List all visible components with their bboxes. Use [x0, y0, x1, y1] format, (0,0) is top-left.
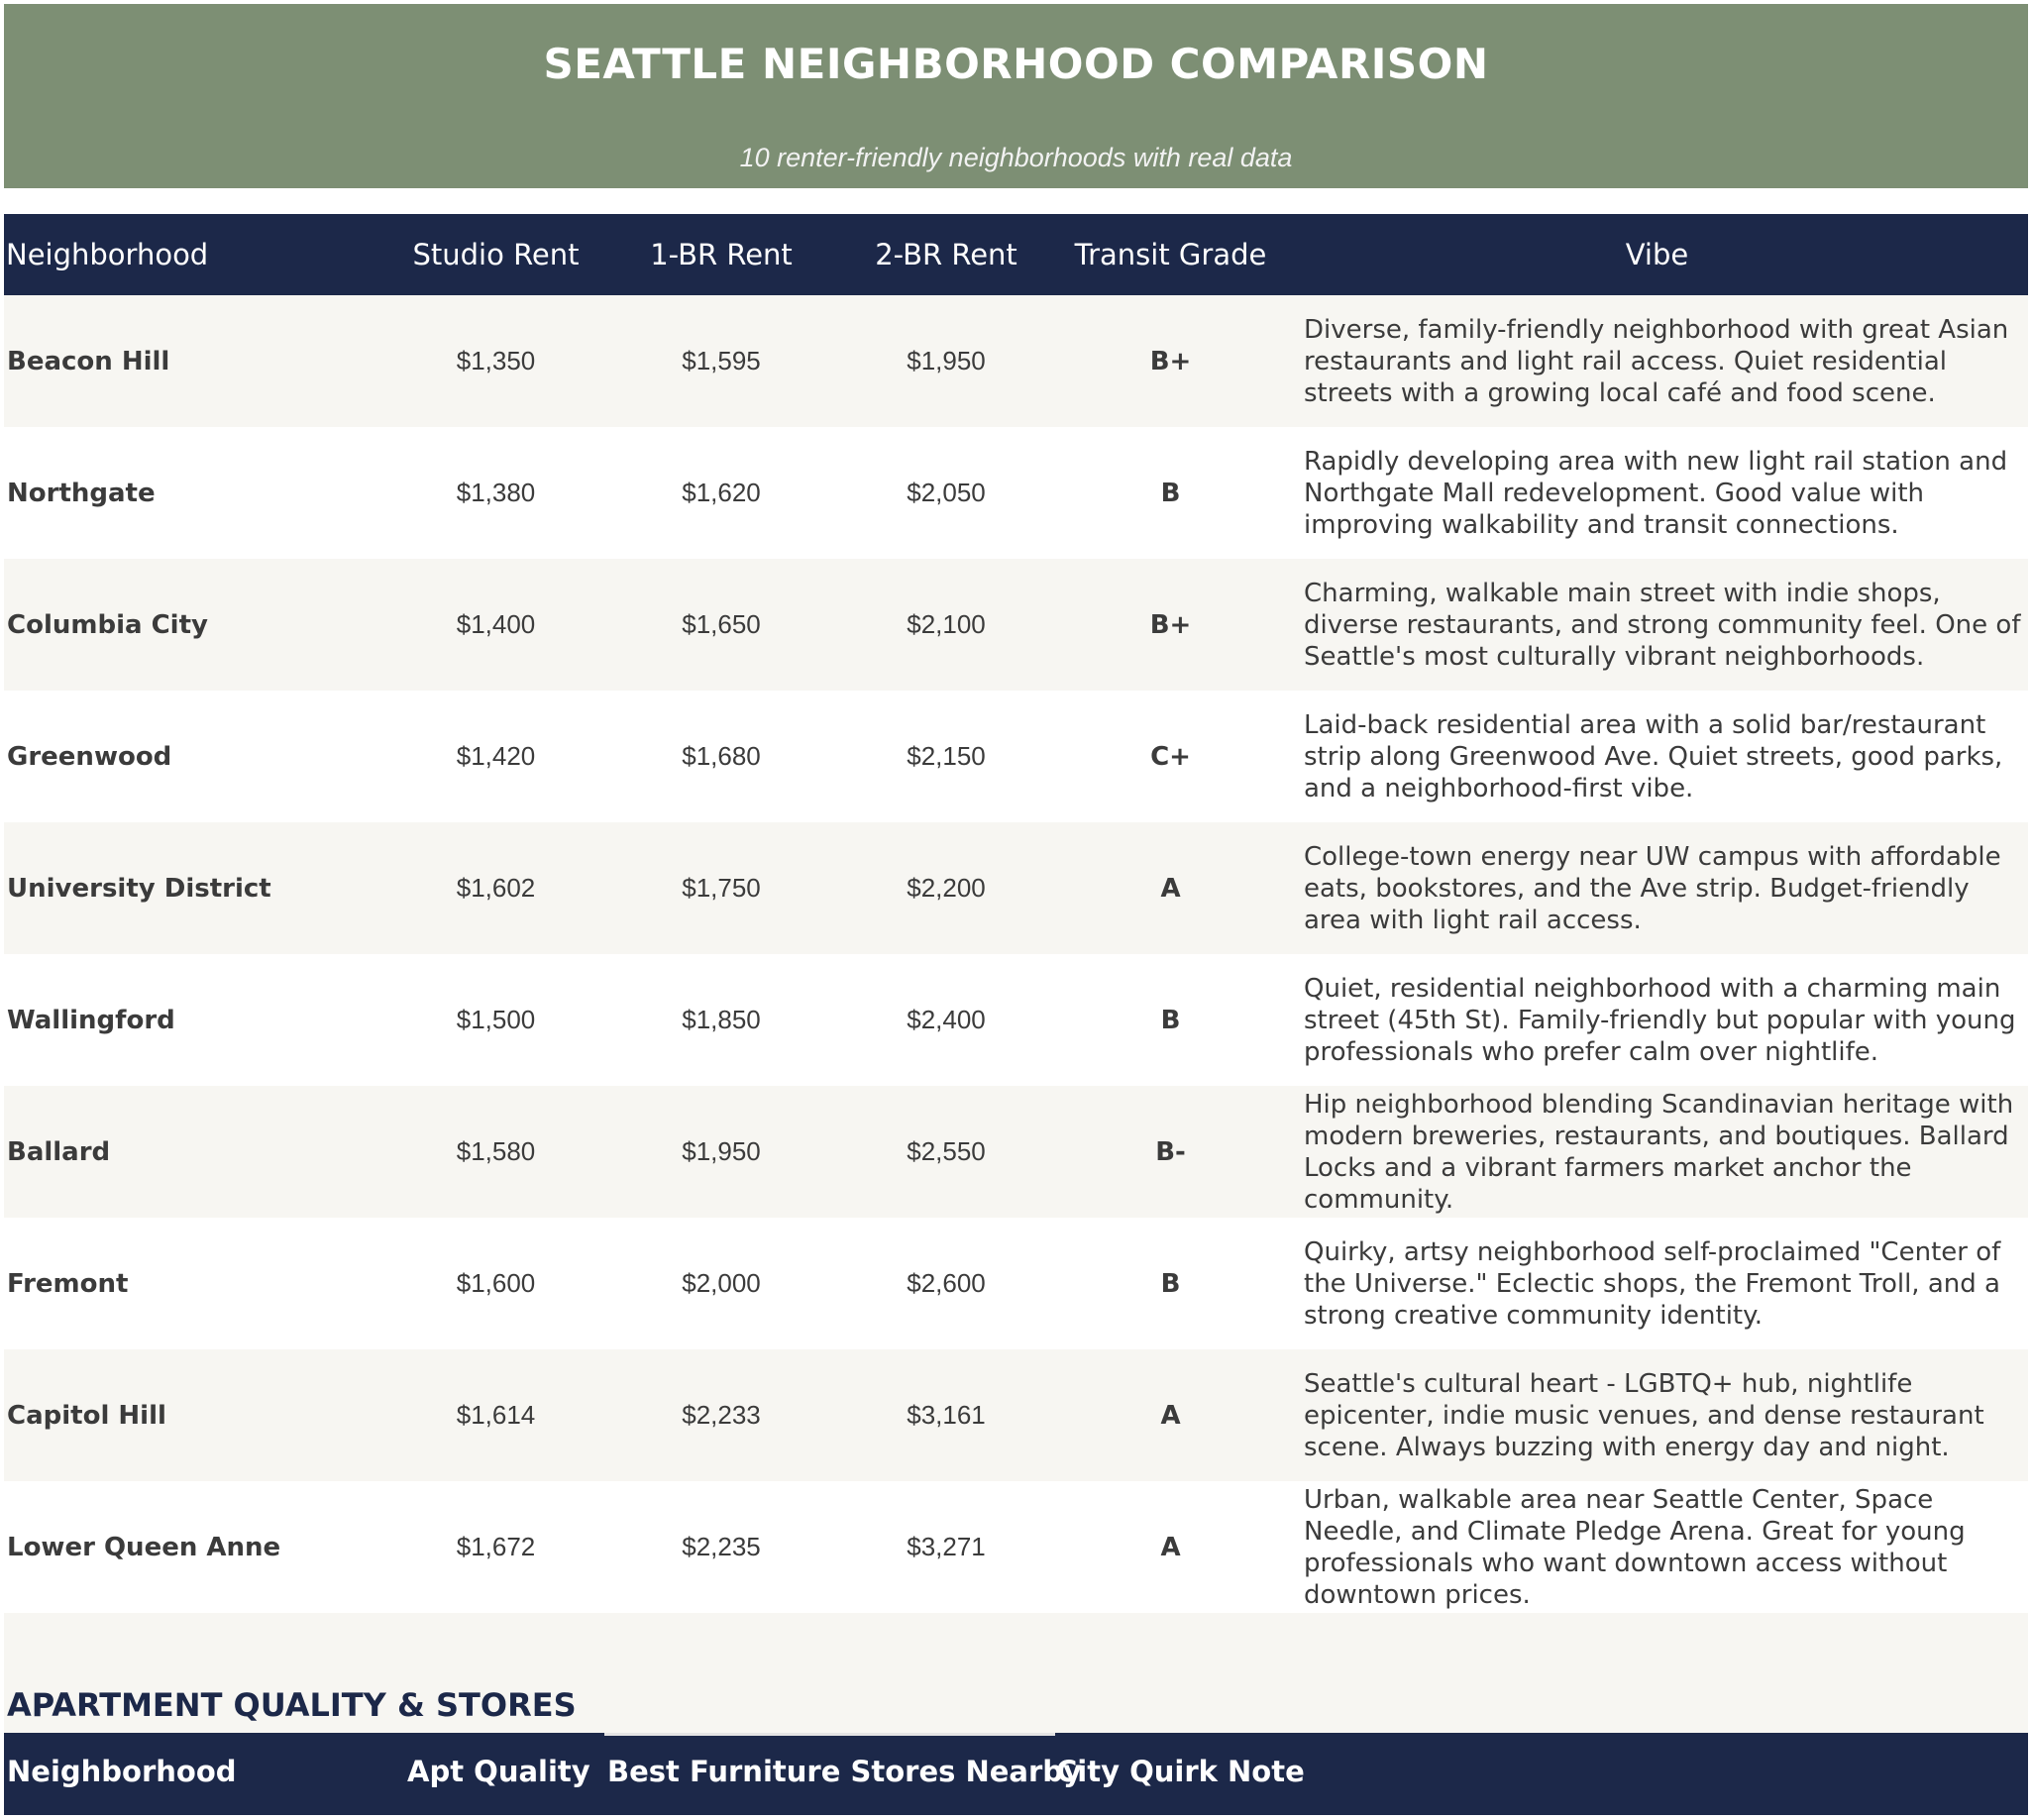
section-title: APARTMENT QUALITY & STORES	[7, 1686, 577, 1724]
title-banner	[4, 4, 2028, 188]
col-header-1br-rent[interactable]: 1-BR Rent	[605, 214, 837, 295]
cell-studio-rent[interactable]: $1,600	[386, 1218, 605, 1349]
cell-studio-rent[interactable]: $1,380	[386, 427, 605, 559]
section-header-row	[4, 1733, 2028, 1815]
table-row	[4, 1086, 2028, 1218]
cell-studio-rent[interactable]: $1,420	[386, 691, 605, 822]
table-row	[4, 427, 2028, 559]
cell-neighborhood[interactable]: Fremont	[4, 1218, 386, 1349]
table-row	[4, 954, 2028, 1086]
cell-transit-grade[interactable]: B+	[1055, 295, 1286, 427]
cell-transit-grade[interactable]: B-	[1055, 1086, 1286, 1218]
spacer	[4, 188, 2028, 214]
cell-neighborhood[interactable]: Beacon Hill	[4, 295, 386, 427]
cell-neighborhood[interactable]: Capitol Hill	[4, 1349, 386, 1481]
table-row	[4, 295, 2028, 427]
cell-studio-rent[interactable]: $1,580	[386, 1086, 605, 1218]
cell-studio-rent[interactable]: $1,672	[386, 1481, 605, 1613]
cell-1br-rent[interactable]: $1,650	[605, 559, 837, 691]
cell-vibe[interactable]: Seattle's cultural heart - LGBTQ+ hub, nightlife epicenter, indie music venues, and dense restaurant scene. Always buzzing with energy day and night.	[1286, 1349, 2028, 1481]
cell-neighborhood[interactable]: Wallingford	[4, 954, 386, 1086]
spreadsheet	[4, 4, 2028, 1815]
cell-1br-rent[interactable]: $1,850	[605, 954, 837, 1086]
cell-2br-rent[interactable]: $3,271	[837, 1481, 1055, 1613]
cell-neighborhood[interactable]: Greenwood	[4, 691, 386, 822]
table-header-row	[4, 214, 2028, 295]
cell-1br-rent[interactable]: $1,750	[605, 822, 837, 954]
table-row	[4, 1349, 2028, 1481]
cell-vibe[interactable]: Diverse, family-friendly neighborhood with great Asian restaurants and light rail access. Quiet residential streets with a growing local café and food scene.	[1286, 295, 2028, 427]
col-header-neighborhood[interactable]: Neighborhood	[4, 214, 386, 295]
cell-1br-rent[interactable]: $1,620	[605, 427, 837, 559]
table-row	[4, 559, 2028, 691]
cell-1br-rent[interactable]: $2,235	[605, 1481, 837, 1613]
table-row	[4, 1218, 2028, 1349]
col-header-neighborhood-2[interactable]: Neighborhood	[7, 1755, 237, 1788]
col-header-apt-quality[interactable]: Apt Quality	[407, 1755, 590, 1788]
col-header-transit-grade[interactable]: Transit Grade	[1055, 214, 1286, 295]
cell-transit-grade[interactable]: C+	[1055, 691, 1286, 822]
cell-1br-rent[interactable]: $2,000	[605, 1218, 837, 1349]
cell-vibe[interactable]: Charming, walkable main street with indie shops, diverse restaurants, and strong community feel. One of Seattle's most culturally vibrant neighborhoods.	[1286, 559, 2028, 691]
cell-studio-rent[interactable]: $1,400	[386, 559, 605, 691]
cell-vibe[interactable]: Laid-back residential area with a solid bar/restaurant strip along Greenwood Ave. Quiet streets, good parks, and a neighborhood-first vibe.	[1286, 691, 2028, 822]
cell-2br-rent[interactable]: $2,600	[837, 1218, 1055, 1349]
cell-vibe[interactable]: Rapidly developing area with new light rail station and Northgate Mall redevelopment. Good value with improving walkability and transit connections.	[1286, 427, 2028, 559]
cell-vibe[interactable]: Quiet, residential neighborhood with a charming main street (45th St). Family-friendly but popular with young professionals who prefer calm over nightlife.	[1286, 954, 2028, 1086]
cell-2br-rent[interactable]: $3,161	[837, 1349, 1055, 1481]
section-band	[4, 1613, 2028, 1733]
page-subtitle: 10 renter-friendly neighborhoods with real data	[739, 143, 1293, 172]
cell-transit-grade[interactable]: B+	[1055, 559, 1286, 691]
cell-studio-rent[interactable]: $1,602	[386, 822, 605, 954]
cell-vibe[interactable]: Quirky, artsy neighborhood self-proclaimed "Center of the Universe." Eclectic shops, the Fremont Troll, and a strong creative community identity.	[1286, 1218, 2028, 1349]
cell-2br-rent[interactable]: $2,550	[837, 1086, 1055, 1218]
table-row	[4, 691, 2028, 822]
cell-neighborhood[interactable]: Ballard	[4, 1086, 386, 1218]
col-header-2br-rent[interactable]: 2-BR Rent	[837, 214, 1055, 295]
cell-1br-rent[interactable]: $1,595	[605, 295, 837, 427]
col-header-city-quirk[interactable]: City Quirk Note	[1056, 1755, 1305, 1788]
cell-neighborhood[interactable]: Columbia City	[4, 559, 386, 691]
cell-vibe[interactable]: Hip neighborhood blending Scandinavian heritage with modern breweries, restaurants, and boutiques. Ballard Locks and a vibrant farmers market anchor the community.	[1286, 1086, 2028, 1218]
cell-transit-grade[interactable]: A	[1055, 1481, 1286, 1613]
cell-vibe[interactable]: Urban, walkable area near Seattle Center, Space Needle, and Climate Pledge Arena. Great for young professionals who want downtown access without downtown prices.	[1286, 1481, 2028, 1613]
cell-2br-rent[interactable]: $2,050	[837, 427, 1055, 559]
col-header-vibe[interactable]: Vibe	[1286, 214, 2028, 295]
cell-border	[604, 1733, 1055, 1736]
cell-studio-rent[interactable]: $1,614	[386, 1349, 605, 1481]
table-row	[4, 1481, 2028, 1613]
cell-1br-rent[interactable]: $1,680	[605, 691, 837, 822]
cell-transit-grade[interactable]: B	[1055, 954, 1286, 1086]
cell-transit-grade[interactable]: B	[1055, 427, 1286, 559]
cell-2br-rent[interactable]: $2,200	[837, 822, 1055, 954]
cell-studio-rent[interactable]: $1,500	[386, 954, 605, 1086]
cell-2br-rent[interactable]: $1,950	[837, 295, 1055, 427]
cell-2br-rent[interactable]: $2,100	[837, 559, 1055, 691]
cell-transit-grade[interactable]: A	[1055, 822, 1286, 954]
cell-1br-rent[interactable]: $1,950	[605, 1086, 837, 1218]
cell-2br-rent[interactable]: $2,400	[837, 954, 1055, 1086]
col-header-furniture-stores[interactable]: Best Furniture Stores Nearby	[607, 1755, 1082, 1788]
col-header-studio-rent[interactable]: Studio Rent	[386, 214, 605, 295]
cell-transit-grade[interactable]: A	[1055, 1349, 1286, 1481]
cell-studio-rent[interactable]: $1,350	[386, 295, 605, 427]
cell-vibe[interactable]: College-town energy near UW campus with affordable eats, bookstores, and the Ave strip. Budget-friendly area with light rail access.	[1286, 822, 2028, 954]
page-title: SEATTLE NEIGHBORHOOD COMPARISON	[543, 40, 1489, 88]
cell-transit-grade[interactable]: B	[1055, 1218, 1286, 1349]
cell-1br-rent[interactable]: $2,233	[605, 1349, 837, 1481]
table-row	[4, 822, 2028, 954]
cell-neighborhood[interactable]: Lower Queen Anne	[4, 1481, 386, 1613]
cell-2br-rent[interactable]: $2,150	[837, 691, 1055, 822]
cell-neighborhood[interactable]: University District	[4, 822, 386, 954]
comparison-table	[4, 214, 2028, 1613]
cell-neighborhood[interactable]: Northgate	[4, 427, 386, 559]
